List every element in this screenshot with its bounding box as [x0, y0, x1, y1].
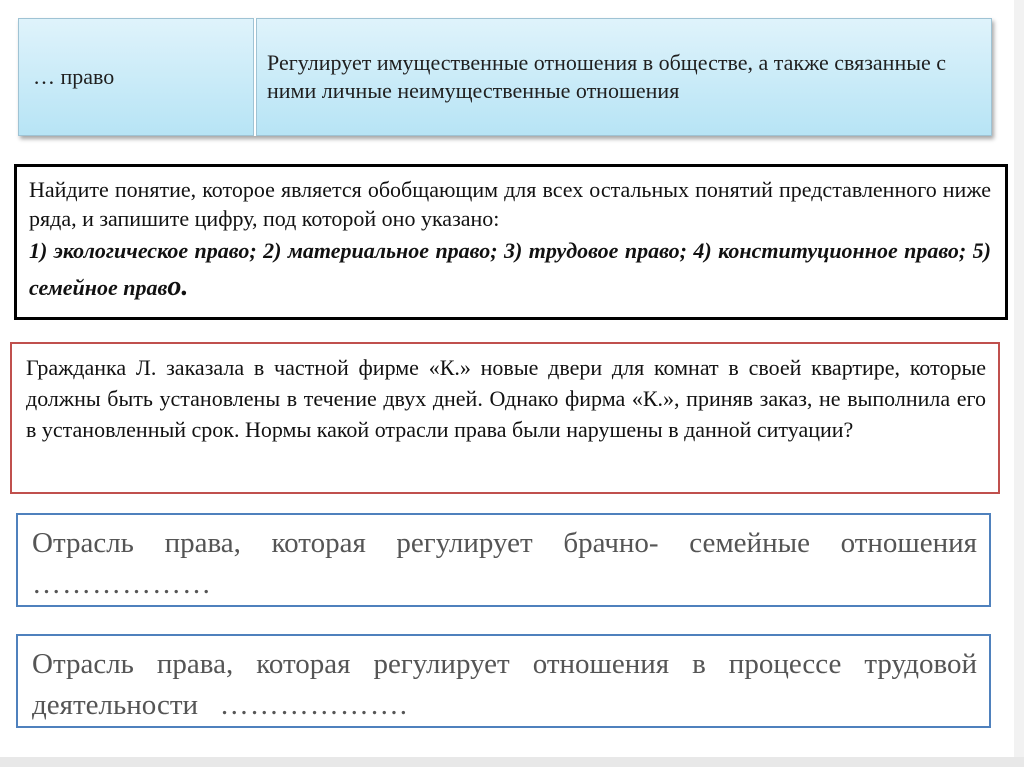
- labor-law-question-box: [16, 634, 991, 728]
- definition-term-cell: [18, 18, 254, 136]
- slide-bottom-edge: [0, 757, 1024, 767]
- task-question: Найдите понятие, которое является обобщающим для всех остальных понятий представленного ниже ряда, и запишите цифру, под которой оно указано:: [29, 177, 991, 231]
- task-box: [14, 164, 1008, 320]
- definition-text-cell: [256, 18, 992, 136]
- labor-law-answer-blank: ……………….: [219, 689, 409, 721]
- task-options-main: 1) экологическое право; 2) материальное право; 3) трудовое право; 4) конституционное право; 5) семейное прав: [29, 238, 991, 300]
- family-law-question-text: Отрасль права, которая регулирует брачно- семейные отношения: [32, 527, 977, 559]
- family-law-question-box: [16, 513, 991, 607]
- family-law-answer-blank: ………………: [32, 568, 212, 600]
- task-options-end: о.: [167, 271, 189, 302]
- labor-law-question-text: Отрасль права, которая регулирует отношения в процессе трудовой деятельности: [32, 648, 977, 721]
- definition-table: [18, 18, 992, 136]
- definition-text: Регулирует имущественные отношения в обществе, а также связанные с ними личные неимущественные отношения: [267, 50, 947, 103]
- definition-term: … право: [33, 64, 115, 89]
- slide-right-edge: [1014, 0, 1024, 767]
- task-options: [29, 233, 991, 306]
- situation-box: [10, 342, 1000, 494]
- situation-text: Гражданка Л. заказала в частной фирме «К.» новые двери для комнат в своей квартире, которые должны быть установлены в течение двух дней. Однако фирма «К.», приняв заказ, не выполнила его в установленный срок. Нормы какой отрасли права были нарушены в данной ситуации?: [26, 355, 986, 442]
